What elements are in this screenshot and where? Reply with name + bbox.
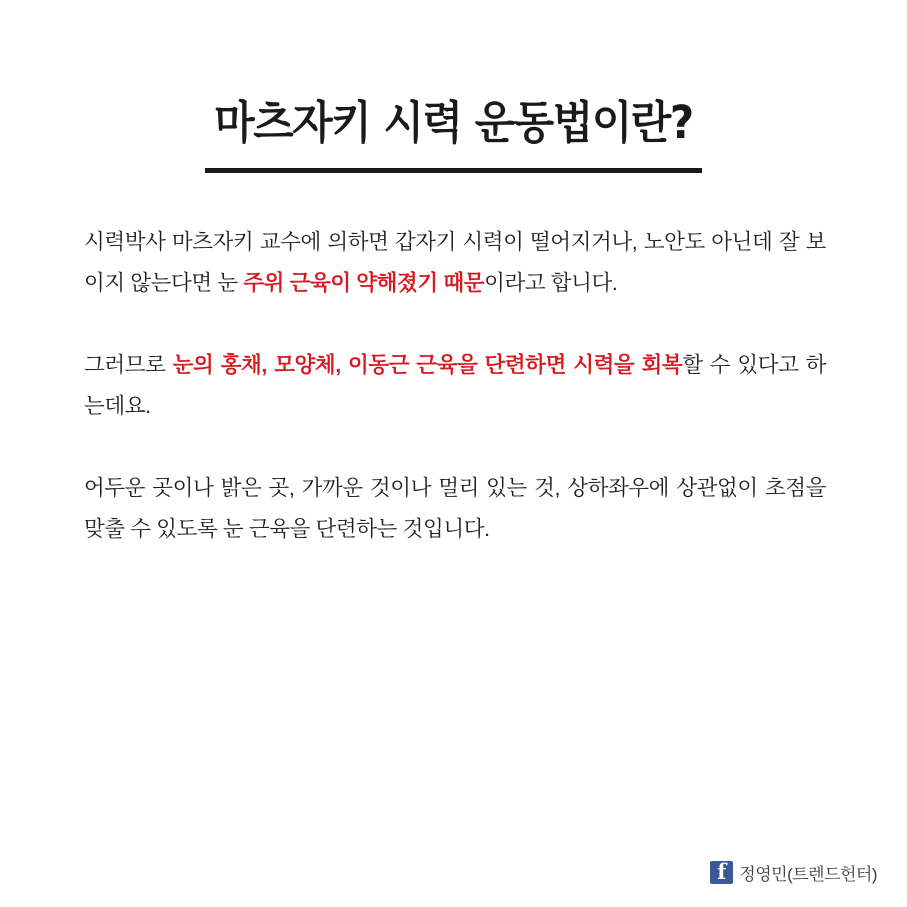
credit-author-name: 정영민(트렌드헌터): [739, 865, 877, 884]
paragraph-1-highlight-1: 주위 근육이 약해졌기 때문: [243, 271, 485, 295]
paragraph-1-segment-2: 이라고 합니다.: [484, 271, 618, 295]
page-title: 마츠자키 시력 운동법이란?: [214, 96, 693, 149]
paragraph-3: [84, 468, 826, 550]
title-block: [0, 96, 907, 173]
paragraph-3-segment-1: 어두운 곳이나 밝은 곳, 가까운 것이나 멀리 있는 것, 상하좌우에 상관없이 초점을 맞출 수 있도록 눈 근육을 단련하는 것입니다.: [84, 476, 826, 541]
credit-footer: [710, 860, 877, 885]
facebook-icon: [710, 861, 733, 884]
body-text-block: [84, 222, 826, 550]
paragraph-2-segment-2: 할 수 있다고 하는데요.: [84, 353, 827, 418]
title-underline-divider: [205, 168, 702, 173]
paragraph-1-segment-1: 시력박사 마츠자키 교수에 의하면 갑자기 시력이 떨어지거나, 노안도 아닌데 잘 보이지 않는다면 눈: [84, 230, 826, 295]
paragraph-2-segment-1: 그러므로: [84, 353, 173, 377]
paragraph-1: [84, 222, 826, 304]
paragraph-2-highlight-1: 눈의 홍채, 모양체, 이동근 근육을 단련하면 시력을 회복: [172, 353, 683, 377]
paragraph-2: [84, 345, 826, 427]
